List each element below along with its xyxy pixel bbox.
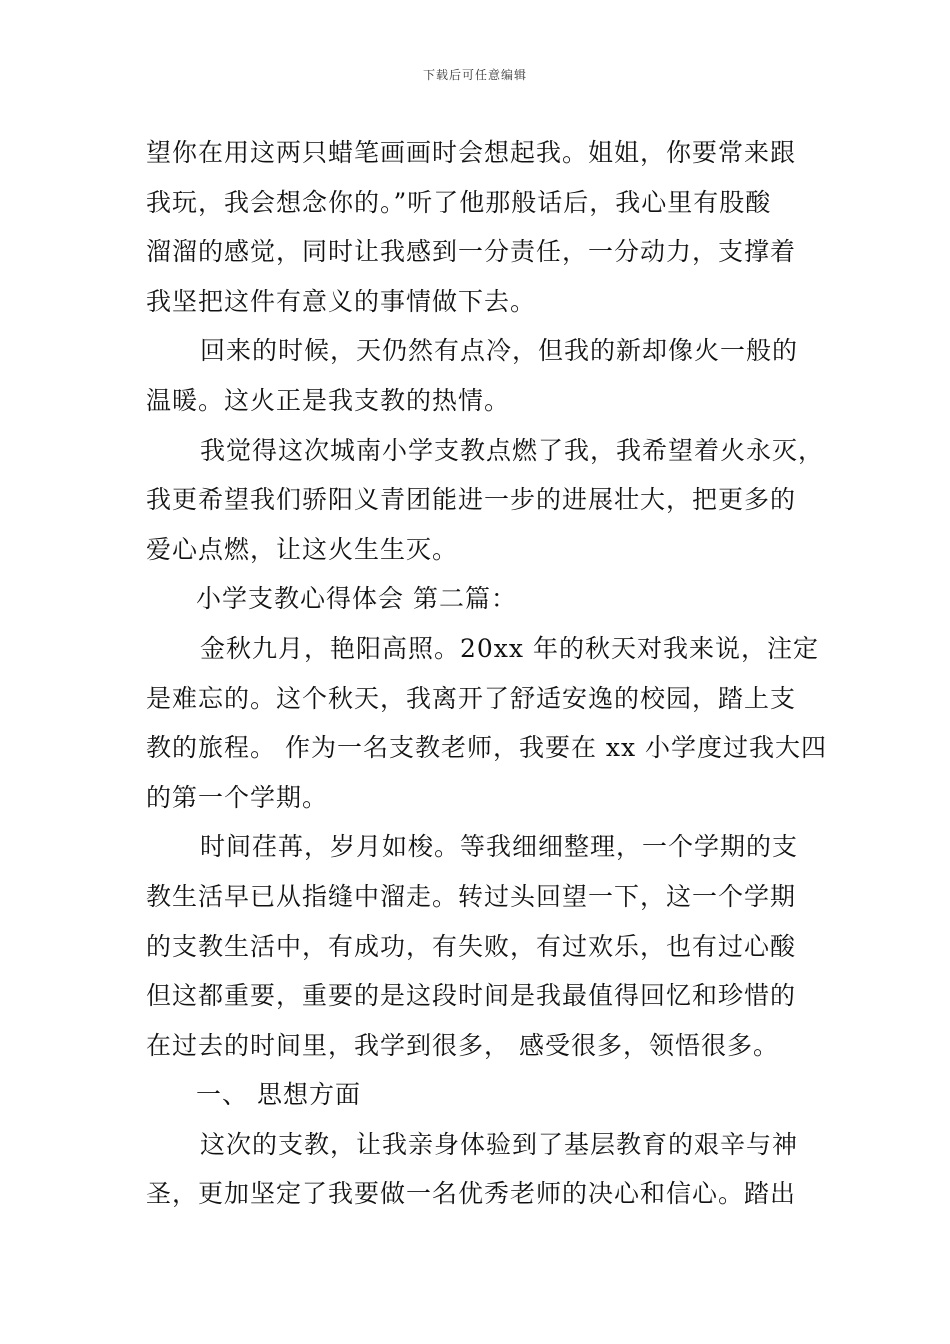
text-line: 在过去的时间里，我学到很多， 感受很多，领悟很多。 [146, 1030, 779, 1060]
text-line: 金秋九月，艳阳高照。20xx 年的秋天对我来说，注定 [200, 633, 819, 663]
section-heading: 一、 思想方面 [196, 1080, 361, 1110]
text-line: 回来的时候，天仍然有点冷，但我的新却像火一般的 [200, 336, 799, 366]
text-line: 这次的支教，让我亲身体验到了基层教育的艰辛与神 [200, 1129, 799, 1159]
text-line: 爱心点燃，让这火生生灭。 [146, 534, 459, 564]
text-line: 我玩，我会想念你的。”听了他那般话后，我心里有股酸 [146, 187, 772, 217]
text-line: 望你在用这两只蜡笔画画时会想起我。姐姐，你要常来跟 [146, 138, 797, 167]
page-header: 下载后可任意编辑 [422, 68, 527, 82]
text-line: 的第一个学期。 [146, 782, 329, 812]
text-line: 教的旅程。 作为一名支教老师，我要在 xx 小学度过我大四 [146, 733, 828, 763]
text-line: 的支教生活中，有成功，有失败，有过欢乐，也有过心酸 [146, 931, 797, 961]
text-line: 我觉得这次城南小学支教点燃了我，我希望着火永灭， [200, 435, 825, 465]
text-line: 我坚把这件有意义的事情做下去。 [146, 286, 537, 316]
text-line: 教生活早已从指缝中溜走。转过头回望一下，这一个学期 [146, 881, 797, 911]
section-heading: 小学支教心得体会 第二篇： [196, 584, 517, 614]
text-line: 圣，更加坚定了我要做一名优秀老师的决心和信心。踏出 [146, 1179, 797, 1209]
text-line: 我更希望我们骄阳义青团能进一步的进展壮大，把更多的 [146, 485, 797, 515]
body-text [146, 128, 828, 1219]
text-line: 时间荏苒，岁月如梭。等我细细整理，一个学期的支 [200, 832, 799, 862]
text-line: 但这都重要，重要的是这段时间是我最值得回忆和珍惜的 [146, 981, 797, 1011]
text-line: 溜溜的感觉，同时让我感到一分责任，一分动力，支撑着 [146, 237, 797, 267]
text-line: 温暖。这火正是我支教的热情。 [146, 385, 511, 415]
text-line: 是难忘的。这个秋天，我离开了舒适安逸的校园，踏上支 [146, 683, 797, 713]
